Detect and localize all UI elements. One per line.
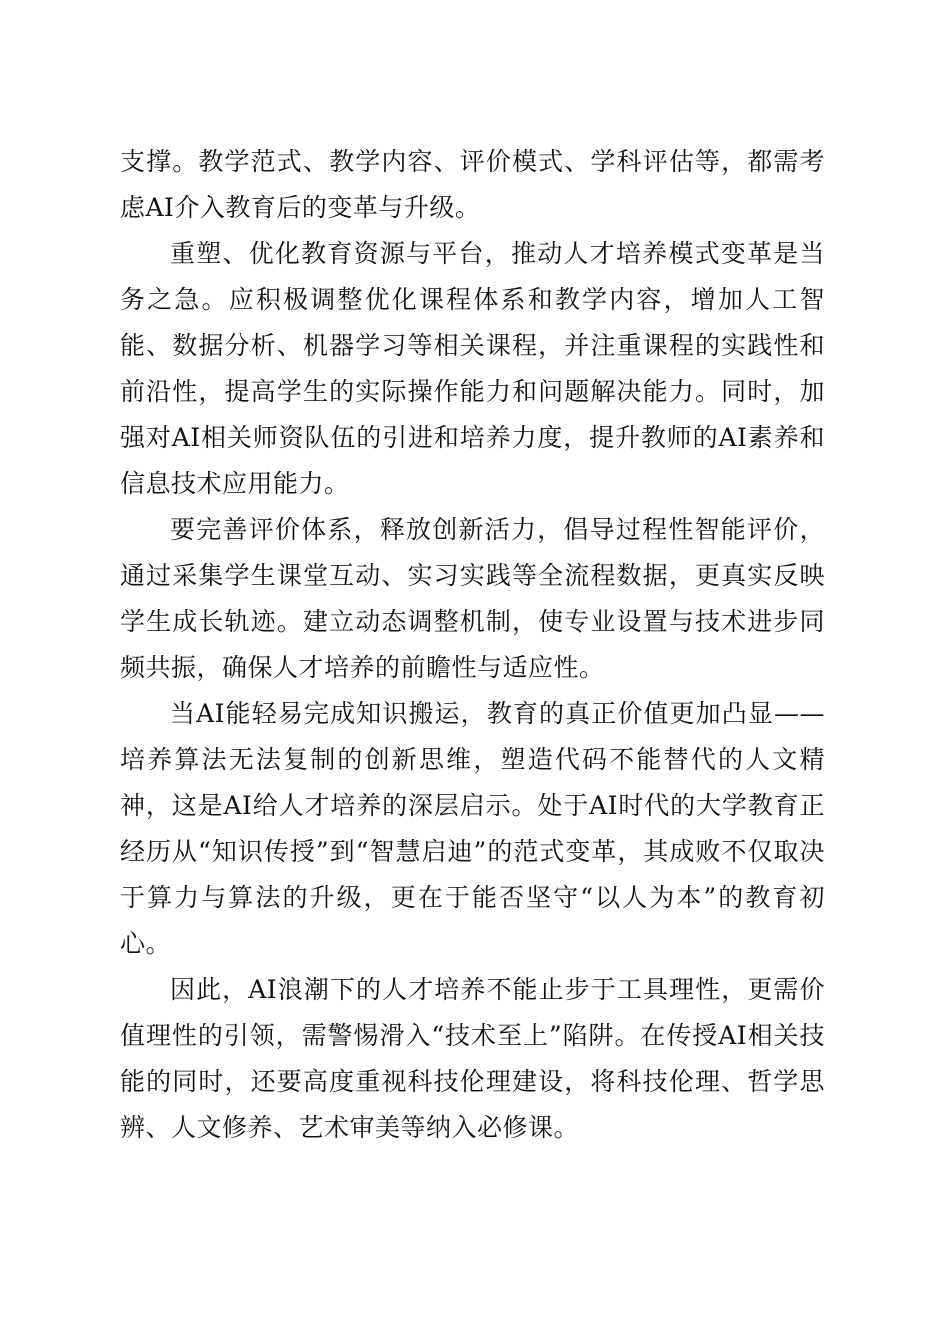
paragraph-value-rationality: 因此，AI浪潮下的人才培养不能止步于工具理性，更需价值理性的引领，需警惕滑入“技术至上”陷阱。在传授AI相关技能的同时，还要高度重视科技伦理建设，将科技伦理、哲学思辨、人文修养、艺术审美等纳入必修课。 — [120, 975, 825, 1142]
paragraph-curriculum-reform: 重塑、优化教育资源与平台，推动人才培养模式变革是当务之急。应积极调整优化课程体系和教学内容，增加人工智能、数据分析、机器学习等相关课程，并注重课程的实践性和前沿性，提高学生的实际操作能力和问题解决能力。同时，加强对AI相关师资队伍的引进和培养力度，提升教师的AI素养和信息技术应用能力。 — [120, 239, 825, 498]
paragraph-education-value: 当AI能轻易完成知识搬运，教育的真正价值更加凸显——培养算法无法复制的创新思维，塑造代码不能替代的人文精神，这是AI给人才培养的深层启示。处于AI时代的大学教育正经历从“知识传授”到“智慧启迪”的范式变革，其成败不仅取决于算力与算法的升级，更在于能否坚守“以人为本”的教育初心。 — [120, 699, 825, 958]
paragraph-continuation: 支撑。教学范式、教学内容、评价模式、学科评估等，都需考虑AI介入教育后的变革与升级。 — [120, 147, 825, 222]
article-body — [120, 139, 825, 1151]
paragraph-evaluation-system: 要完善评价体系，释放创新活力，倡导过程性智能评价，通过采集学生课堂互动、实习实践等全流程数据，更真实反映学生成长轨迹。建立动态调整机制，使专业设置与技术进步同频共振，确保人才培养的前瞻性与适应性。 — [120, 515, 825, 682]
